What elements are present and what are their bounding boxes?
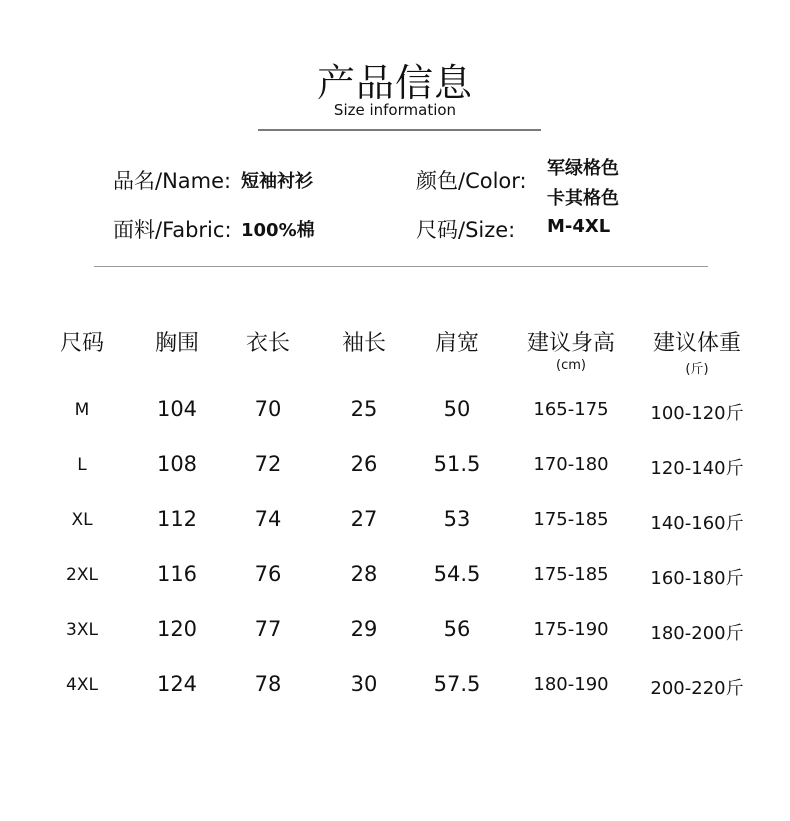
table-cell: 112	[156, 507, 198, 531]
table-cell: 54.5	[433, 562, 481, 586]
fabric-value: 100%棉	[241, 220, 315, 241]
column-unit: (cm)	[556, 358, 586, 373]
color-value-1: 军绿格色	[547, 158, 619, 179]
page-subtitle: Size information	[333, 101, 457, 119]
table-cell: 100-120斤	[650, 403, 744, 424]
column-header: 袖长	[341, 331, 386, 356]
size-value: M-4XL	[547, 216, 611, 237]
column-header: 建议体重	[652, 331, 741, 356]
column-header: 肩宽	[434, 331, 479, 356]
table-cell: 51.5	[433, 452, 481, 476]
table-cell: 108	[156, 452, 198, 476]
color-value-2: 卡其格色	[547, 188, 619, 209]
column-unit: (斤)	[685, 362, 709, 377]
table-cell: 77	[254, 617, 282, 641]
size-label: 尺码/Size:	[416, 218, 516, 242]
table-cell: 180-190	[533, 674, 609, 695]
table-cell: 29	[350, 617, 378, 641]
table-cell: 78	[254, 672, 282, 696]
column-header: 衣长	[245, 331, 290, 356]
table-cell: 50	[443, 397, 471, 421]
table-cell: 180-200斤	[650, 623, 744, 644]
table-cell: 30	[350, 672, 378, 696]
name-value: 短袖衬衫	[241, 171, 313, 192]
table-cell: 53	[443, 507, 471, 531]
table-cell: 104	[156, 397, 198, 421]
page-title: 产品信息	[316, 61, 473, 105]
name-label: 品名/Name:	[113, 169, 232, 193]
table-cell: 160-180斤	[650, 568, 744, 589]
column-header: 胸围	[154, 331, 199, 356]
table-cell: 120	[156, 617, 198, 641]
table-cell: 120-140斤	[650, 458, 744, 479]
info-divider	[94, 266, 708, 267]
table-cell: 28	[350, 562, 378, 586]
table-cell: 57.5	[433, 672, 481, 696]
table-cell: 25	[350, 397, 378, 421]
table-cell: 140-160斤	[650, 513, 744, 534]
table-cell: 56	[443, 617, 471, 641]
table-cell: 72	[254, 452, 282, 476]
table-cell: 26	[350, 452, 378, 476]
column-header: 建议身高	[526, 331, 615, 356]
table-cell: 27	[350, 507, 378, 531]
table-cell: 170-180	[533, 454, 609, 475]
table-cell: 200-220斤	[650, 678, 744, 699]
size-cell: 3XL	[66, 620, 98, 640]
color-label: 颜色/Color:	[416, 169, 527, 193]
table-cell: 116	[156, 562, 198, 586]
fabric-label: 面料/Fabric:	[113, 218, 232, 242]
size-cell: 4XL	[66, 675, 98, 695]
table-cell: 74	[254, 507, 282, 531]
column-header: 尺码	[59, 331, 104, 356]
table-cell: 175-185	[533, 564, 609, 585]
table-cell: 76	[254, 562, 282, 586]
table-cell: 175-190	[533, 619, 609, 640]
size-cell: M	[74, 400, 90, 420]
size-cell: L	[77, 455, 87, 475]
table-cell: 124	[156, 672, 198, 696]
table-cell: 165-175	[533, 399, 609, 420]
size-cell: 2XL	[66, 565, 98, 585]
table-cell: 175-185	[533, 509, 609, 530]
table-cell: 70	[254, 397, 282, 421]
size-cell: XL	[71, 510, 93, 530]
title-divider	[258, 129, 541, 131]
